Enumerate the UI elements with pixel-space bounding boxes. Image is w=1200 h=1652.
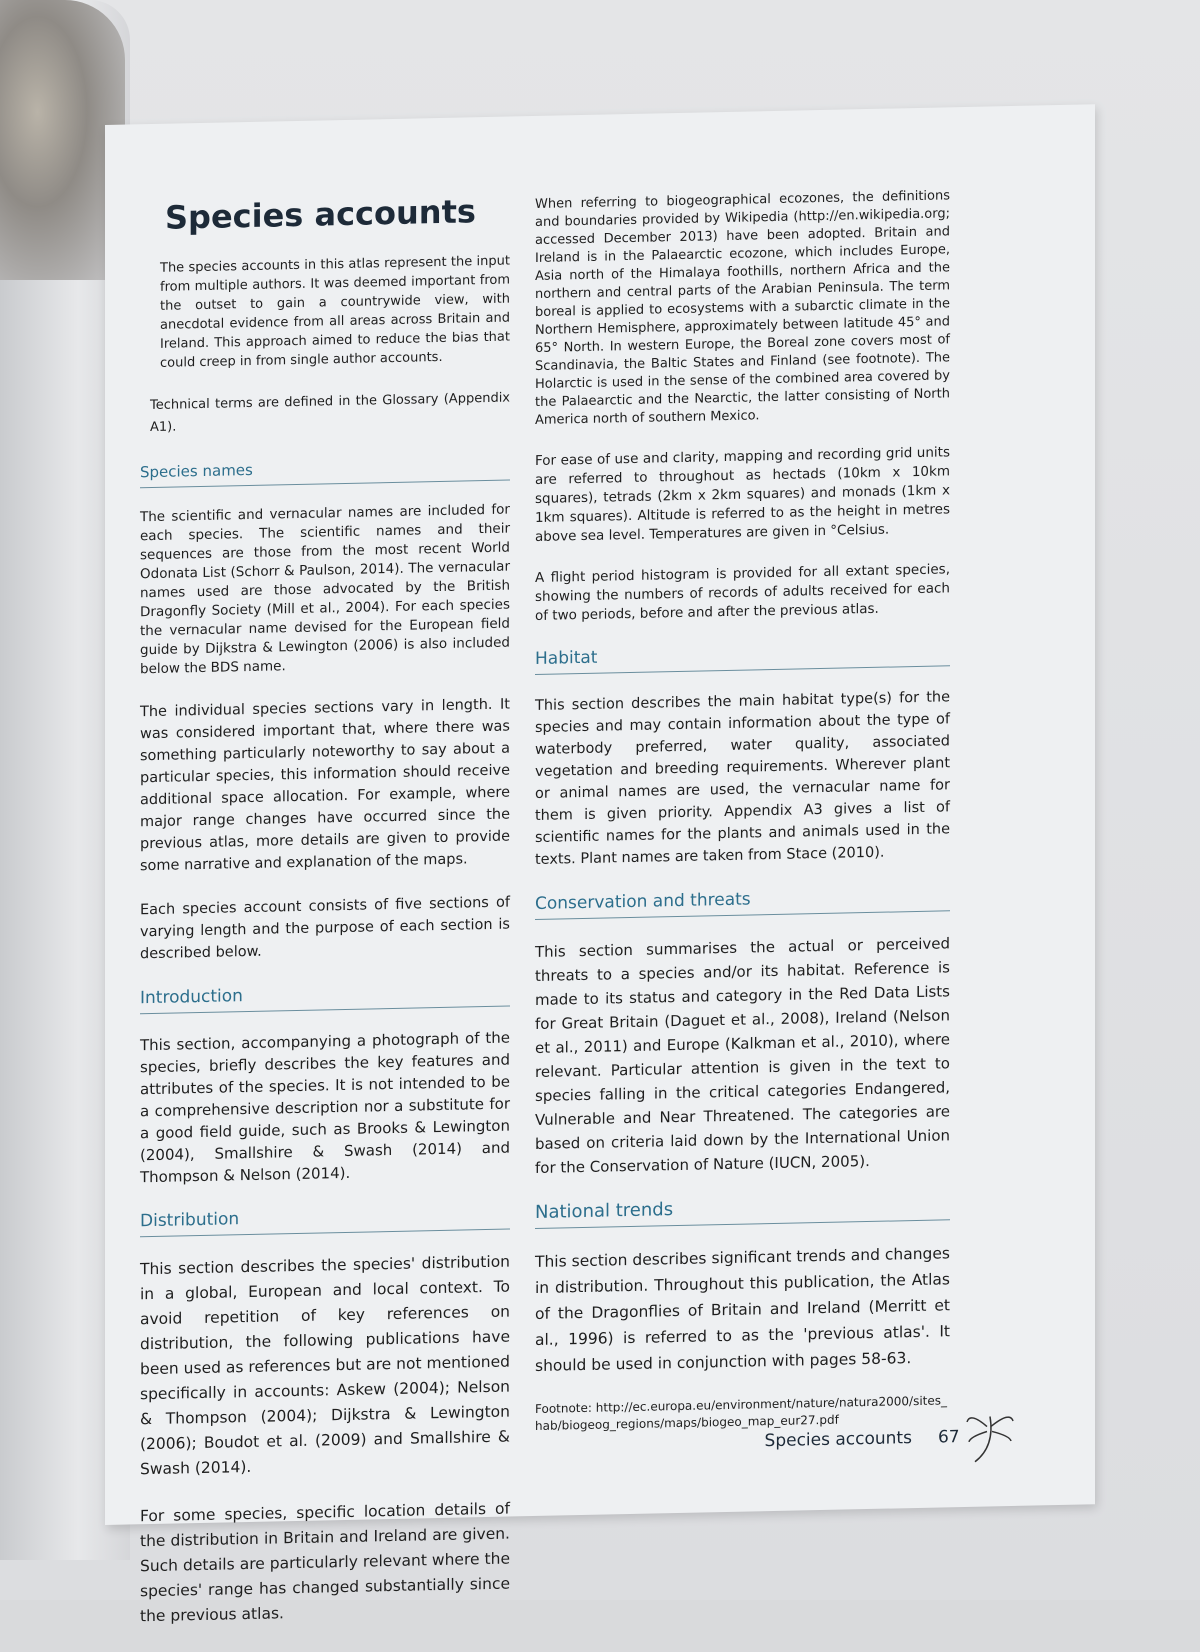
heading-species-names: Species names <box>140 454 510 489</box>
left-column <box>140 252 510 1652</box>
national-trends-paragraph: This section describes significant trends and changes in distribution. Throughout this publication, the Atlas of the Dragonflies of Britain and Ireland (Merritt et al., 1996) is referred to as the 'previous atlas'. It should be used in conjunction with pages 58-63. <box>535 1244 950 1375</box>
book-page <box>105 104 1095 1626</box>
species-names-paragraph-1: The scientific and vernacular names are included for each species. The scientific names and their sequences are those from the most recent World Odonata List (Schorr & Paulson, 2014). The vernacular names used are those advocated by the British Dragonfly Society (Mill et al., 2004). For each species the vernacular name devised for the European field guide by Dijkstra & Lewington (2006) is also included below the BDS name. <box>140 501 510 678</box>
species-names-paragraph-2: The individual species sections vary in length. It was considered important that, where there was something particularly noteworthy to say about a particular species, this information should receive additional space allocation. For example, where major range changes have occurred since the previous atlas, more details are given to provide some narrative and explanation of the maps. <box>140 696 510 875</box>
conservation-paragraph: This section summarises the actual or perceived threats to a species and/or its habitat. Reference is made to its status and category in the Red Data Lists for Great Britain (Daguet et al., 2008), Ireland (Nelson et al., 2011) and Europe (Kalkman et al., 2010), where relevant. Particular attention is given in the text to species falling in the critical categories Endangered, Vulnerable and Near Threatened. The categories are based on criteria laid down by the International Union for the Conservation of Nature (IUCN, 2005). <box>535 934 950 1177</box>
heading-distribution: Distribution <box>140 1203 510 1238</box>
ecozones-paragraph: When referring to biogeographical ecozones, the definitions and boundaries provided by Wikipedia (http://en.wikipedia.org; accessed December 2013) have been adopted. Britain and Ireland is in the Palaearctic ecozone, which includes Europe, Asia north of the Himalaya foothills, northern Africa and the northern and central parts of the Arabian Peninsula. The term boreal is applied to ecosystems with a subarctic climate in the Northern Hemisphere, approximately between latitude 45° and 65° North. In western Europe, the Boreal zone covers most of Scandinavia, the Baltic States and Finland (see footnote). The Holarctic is used in the sense of the combined area covered by the Palaearctic and the Nearctic, the latter consisting of North America north of southern Mexico. <box>535 188 950 428</box>
flight-period-paragraph: A flight period histogram is provided for all extant species, showing the numbers of records of adults received for each of two periods, before and after the previous atlas. <box>535 561 950 624</box>
running-footer <box>765 1406 1015 1471</box>
right-column <box>535 187 950 1457</box>
heading-national-trends: National trends <box>535 1193 950 1229</box>
species-names-paragraph-3: Each species account consists of five sections of varying length and the purpose of each section is described below. <box>140 894 510 963</box>
page-title: Species accounts <box>165 192 476 237</box>
introduction-paragraph: This section, accompanying a photograph of the species, briefly describes the key features and attributes of the species. It is not intended to be a comprehensive description nor a substitute for a good field guide, such as Brooks & Lewington (2004), Smallshire & Swash (2014) and Thompson & Nelson (2014). <box>140 1028 510 1187</box>
grid-units-paragraph: For ease of use and clarity, mapping and recording grid units are referred to throughout as hectads (10km x 10km squares), tetrads (2km x 2km squares) and monads (1km x 1km squares). Altitude is referred to as the height in metres above sea level. Temperatures are given in °Celsius. <box>535 444 950 545</box>
distribution-paragraph-2: For some species, specific location details of the distribution in Britain and Ireland are given. Such details are particularly relevant where the species' range has changed substantially since the previous atlas. <box>140 1499 510 1626</box>
habitat-paragraph: This section describes the main habitat type(s) for the species and may contain information about the type of waterbody preferred, water quality, associated vegetation and breeding requirements. Wherever plant or animal names are used, the vernacular name for them is given priority. Appendix A3 gives a list of scientific names for the plants and animals used in the texts. Plant names are taken from Stace (2010). <box>535 689 950 868</box>
page-number: 67 <box>937 1427 960 1448</box>
intro-paragraph: The species accounts in this atlas represent the input from multiple authors. It was deemed important from the outset to gain a countrywide view, with anecdotal evidence from all areas across Britain and Ireland. This approach aimed to reduce the bias that could creep in from single author accounts. <box>160 253 510 371</box>
heading-introduction: Introduction <box>140 980 510 1015</box>
footnote: Footnote: http://ec.europa.eu/environment/nature/natura2000/sites_hab/biogeog_regions/maps/biogeo_map_eur27.pdf <box>535 1393 948 1433</box>
footer-section: Species accounts <box>764 1428 912 1452</box>
heading-conservation: Conservation and threats <box>535 884 950 920</box>
glossary-note: Technical terms are defined in the Glossary (Appendix A1). <box>150 390 510 436</box>
dragonfly-icon <box>965 1406 1015 1467</box>
distribution-paragraph-1: This section describes the species' distribution in a global, European and local context. To avoid repetition of key references on distribution, the following publications have been used as references but are not mentioned specifically in accounts: Askew (2004); Nelson & Thompson (2004); Dijkstra & Lewington (2006); Boudot et al. (2009) and Smallshire & Swash (2014). <box>140 1252 510 1479</box>
heading-habitat: Habitat <box>535 639 950 675</box>
